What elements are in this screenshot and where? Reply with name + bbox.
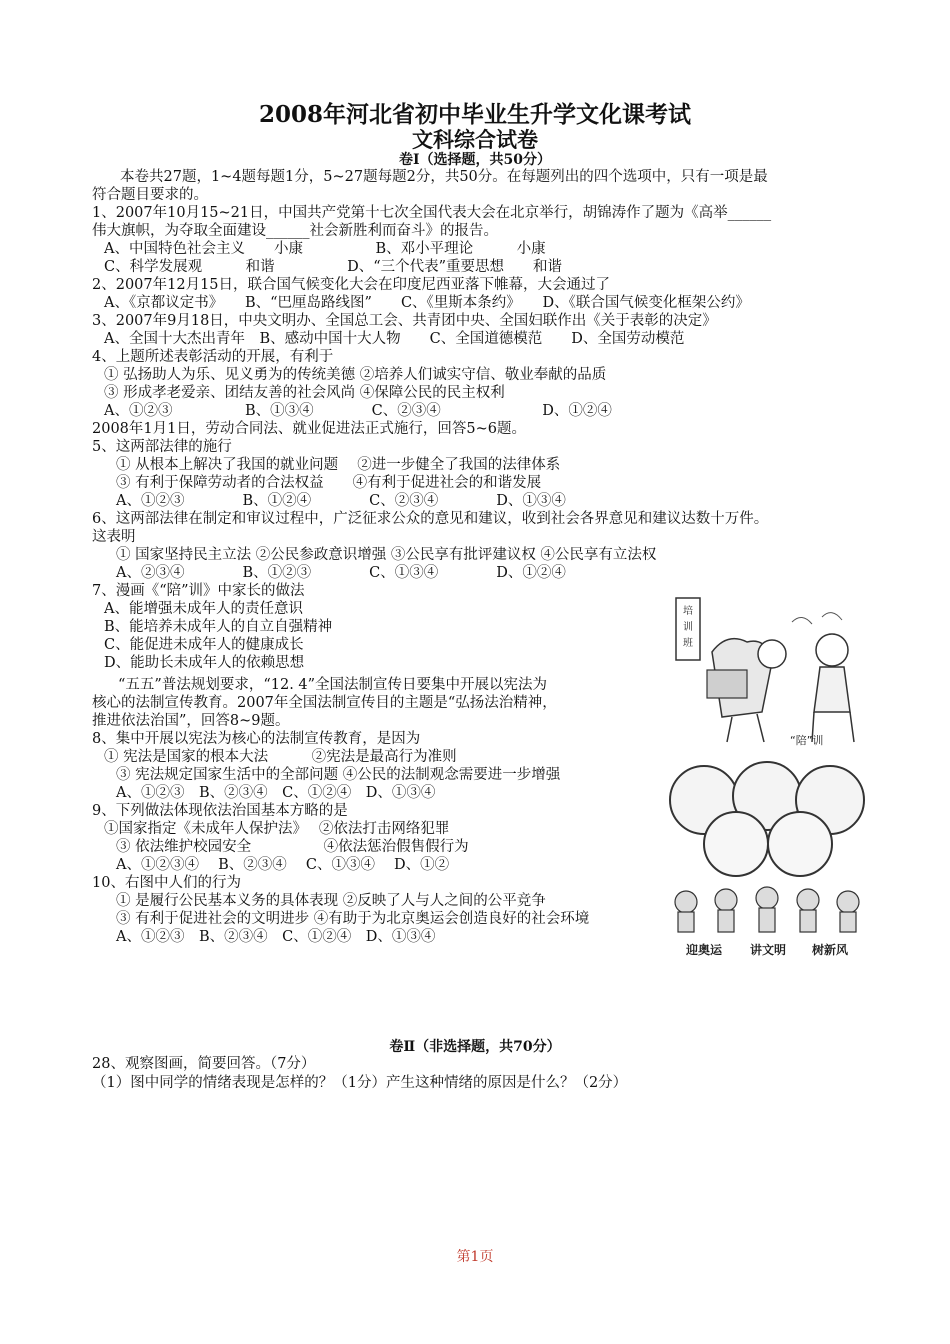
cartoon-child-body [814, 667, 850, 712]
question-10-options: A、①②③ B、②③④ C、①②④ D、①③④ [116, 929, 436, 945]
question-8-options: A、①②③ B、②③④ C、①②④ D、①③④ [116, 785, 436, 801]
question-6-stem: 6、这两部法律在制定和审议过程中，广泛征求公众的意见和建议，收到社会各界意见和建议达数十万件。 [92, 511, 769, 527]
passage-8-9-line-1: “五五”普法规划要求，“12. 4”全国法制宣传日要集中开展以宪法为 [118, 677, 548, 693]
passage-8-9-line-3: 推进依法治国”，回答8~9题。 [92, 713, 290, 729]
question-9-item-12: ①国家指定《未成年人保护法》 ②依法打击网络犯罪 [104, 821, 450, 837]
section-two-heading: 卷Ⅱ（非选择题，共70分） [389, 1039, 561, 1055]
question-7-option-d: D、能助长未成年人的依赖思想 [104, 655, 305, 671]
cartoon-sign-char-2: 训 [683, 622, 693, 633]
cartoon-child-head [816, 634, 848, 666]
exam-subtitle: 文科综合试卷 [412, 127, 538, 152]
cartoon-motion-lines [792, 613, 842, 624]
question-1-stem: 1、2007年10月15~21日，中国共产党第十七次全国代表大会在北京举行，胡锦涛作了题为《高举______ [92, 205, 772, 221]
question-10-stem: 10、右图中人们的行为 [92, 875, 241, 891]
instructions-line-2: 符合题目要求的。 [92, 187, 208, 203]
question-1-options-ab: A、中国特色社会主义 小康 B、邓小平理论 小康 [104, 241, 546, 257]
question-9-stem: 9、下列做法体现依法治国基本方略的是 [92, 803, 348, 819]
question-6-stem-cont: 这表明 [92, 529, 136, 545]
passage-8-9-line-2: 核心的法制宣传教育。2007年全国法制宣传目的主题是“弘扬法治精神， [92, 695, 557, 711]
section-one-heading: 卷Ⅰ（选择题，共50分） [398, 152, 552, 168]
question-3-options: A、全国十大杰出青年 B、感动中国十大人物 C、全国道德模范 D、全国劳动模范 [104, 331, 685, 347]
question-4-stem: 4、上题所述表彰活动的开展，有利于 [92, 349, 334, 365]
question-28-stem: 28、观察图画，简要回答。（7分） [92, 1056, 316, 1072]
cartoon-peixun-figure [672, 592, 870, 750]
question-7-option-c: C、能促进未成年人的健康成长 [104, 637, 304, 653]
question-9-options: A、①②③④ B、②③④ C、①③④ D、①② [116, 857, 450, 873]
question-2-stem: 2、2007年12月15日，联合国气候变化大会在印度尼西亚落下帷幕，大会通过了 [92, 277, 611, 293]
question-4-options: A、①②③ B、①③④ C、②③④ D、①②④ [104, 403, 612, 419]
question-1-stem-cont: 伟大旗帜，为夺取全面建设______社会新胜利而奋斗》的报告。 [92, 223, 498, 239]
question-3-stem: 3、2007年9月18日，中央文明办、全国总工会、共青团中央、全国妇联作出《关于表彰的决定》 [92, 313, 717, 329]
question-6-options: A、②③④ B、①②③ C、①③④ D、①②④ [116, 565, 566, 581]
cartoon-books-bundle [707, 670, 747, 698]
cartoon-sign-char-1: 培 [683, 606, 693, 617]
question-8-item-12: ① 宪法是国家的根本大法 ②宪法是最高行为准则 [104, 749, 457, 765]
poster-ring-4 [704, 812, 768, 876]
question-6-items: ① 国家坚持民主立法 ②公民参政意识增强 ③公民享有批评建议权 ④公民享有立法权 [116, 547, 657, 563]
poster-caption-2: 讲文明 [750, 943, 787, 957]
question-28-part-1: （1）图中同学的情绪表现是怎样的？（1分）产生这种情绪的原因是什么？（2分） [92, 1075, 628, 1091]
page-number: 第1页 [456, 1249, 494, 1265]
poster-caption-1: 迎奥运 [686, 943, 723, 957]
question-5-item-34: ③ 有利于保障劳动者的合法权益 ④有利于促进社会的和谐发展 [116, 475, 542, 491]
question-2-options: A、《京都议定书》 B、“巴厘岛路线图” C、《里斯本条约》 D、《联合国气候变化框架公约》 [104, 295, 750, 311]
question-5-stem: 5、这两部法律的施行 [92, 439, 232, 455]
question-8-item-34: ③ 宪法规定国家生活中的全部问题 ④公民的法制观念需要进一步增强 [116, 767, 561, 783]
cartoon-parent-head [758, 640, 786, 668]
question-4-item-12: ① 弘扬助人为乐、见义勇为的传统美德 ②培养人们诚实守信、敬业奉献的品质 [104, 367, 607, 383]
question-1-options-cd: C、科学发展观 和谐 D、“三个代表”重要思想 和谐 [104, 259, 563, 275]
question-9-item-34: ③ 依法维护校园安全 ④依法惩治假售假行为 [116, 839, 469, 855]
question-7-option-b: B、能培养未成年人的自立自强精神 [104, 619, 333, 635]
cartoon-caption: “陪”训 [790, 734, 824, 747]
exam-title: 2008年河北省初中毕业生升学文化课考试 [258, 101, 691, 128]
cartoon-sign-char-3: 班 [683, 638, 693, 649]
poster-mascots [675, 887, 859, 932]
olympic-poster-figure [664, 752, 870, 962]
question-10-item-12: ① 是履行公民基本义务的具体表现 ②反映了人与人之间的公平竞争 [116, 893, 546, 909]
instructions-line-1: 本卷共27题，1~4题每题1分，5~27题每题2分，共50分。在每题列出的四个选项中，只有一项是最 [120, 169, 768, 185]
poster-ring-5 [768, 812, 832, 876]
question-4-item-34: ③ 形成孝老爱亲、团结友善的社会风尚 ④保障公民的民主权利 [104, 385, 505, 401]
question-7-stem: 7、漫画《“陪”训》中家长的做法 [92, 583, 305, 599]
question-8-stem: 8、集中开展以宪法为核心的法制宣传教育，是因为 [92, 731, 421, 747]
question-7-option-a: A、能增强未成年人的责任意识 [104, 601, 303, 617]
poster-caption-3: 树新风 [812, 943, 849, 957]
question-5-item-12: ① 从根本上解决了我国的就业问题 ②进一步健全了我国的法律体系 [116, 457, 561, 473]
question-5-options: A、①②③ B、①②④ C、②③④ D、①③④ [116, 493, 566, 509]
passage-5-6: 2008年1月1日，劳动合同法、就业促进法正式施行，回答5~6题。 [92, 421, 526, 437]
question-10-item-34: ③ 有利于促进社会的文明进步 ④有助于为北京奥运会创造良好的社会环境 [116, 911, 590, 927]
